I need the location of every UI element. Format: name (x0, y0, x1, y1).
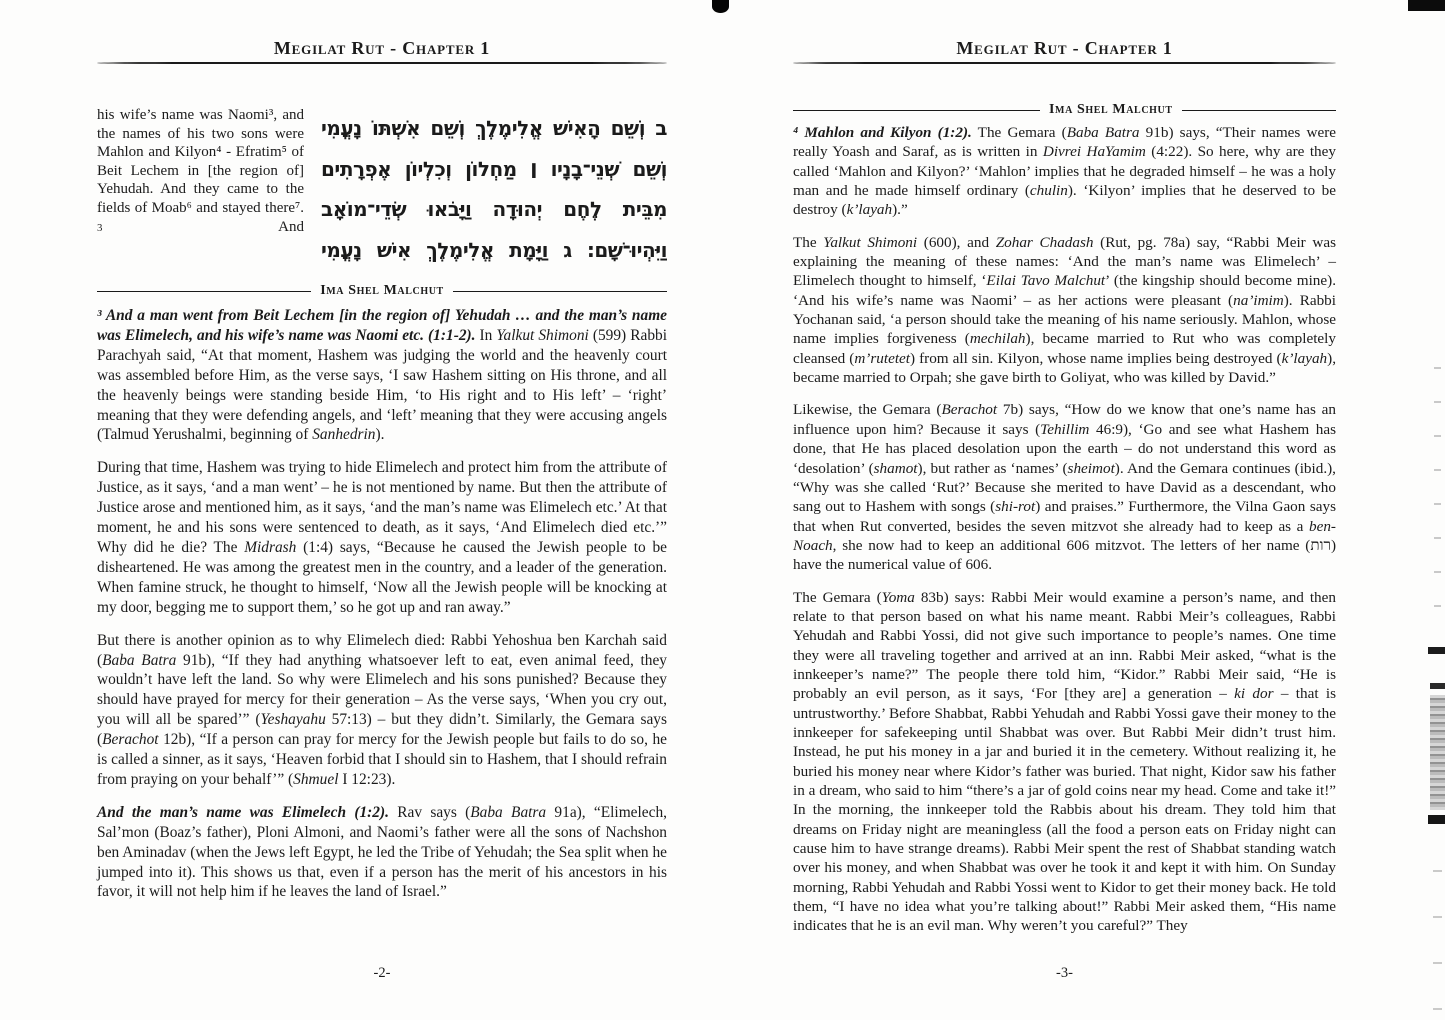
paragraph: During that time, Hashem was trying to hide Elimelech and protect him from the attribute of Justice, as it says, ‘and a man went’ – he is not mentioned by name. But then the attribute of Justice arose and mentioned him, as it says, ‘and the man’s name was Elimelech etc.’ At that moment, he and his sons were sentenced to death, as it says, ‘And Elimelech died etc.’” Why did he die? The Midrash (1:4) says, “Because he caused the Jewish people to be disheartened. He was among the greatest men in the country, and a leader of the generation. When famine struck, he thought to himself, ‘Now all the Jewish people will be knocking at my door, begging me to support them,’ so he got up and ran away.” (97, 459, 667, 616)
page-title: Megilat Rut - Chapter 1 (273, 38, 491, 58)
book-page-right (793, 38, 1336, 936)
scan-edge-texture (1430, 695, 1445, 810)
book-page-left (97, 38, 667, 902)
paragraph: The Gemara (Yoma 83b) says: Rabbi Meir would examine a person’s name, and then relate to that person based on what his name meant. Rabbi Meir’s colleagues, Rabbi Yehudah and Rabbi Yossi, did not give such importance to people’s names. One time they were all traveling together and arrived at an inn. Rabbi Meir asked, “what is the innkeeper’s name?” The people there told him, “Kidor.” Rabbi Meir said, “He is probably an evil person, as it says, ‘For [they are] a generation – ki dor – that is untrustworthy.’ Before Shabbat, Rabbi Yehudah and Rabbi Yossi gave their money to the innkeeper for safekeeping until Shabbat was over. But Rabbi Meir didn’t trust him. Instead, he put his money in a jar and buried it in the cemetery. Without realizing it, he buried his money near where Kidor’s father was buried. That night, Kidor saw his father in a dream, who said to him “there’s a jar of gold coins near my head. Come and take it!” In the morning, the innkeeper told the Rabbis about his dream. They told him that dreams on Friday night are meaningless (all the food a person eats on Friday night can cause him to have strange dreams). Rabbi Meir spent the rest of Shabbat standing watch over his money, and when Shabbat was over he took it and kept it with him. On Sunday morning, Rabbi Yehudah and Rabbi Yossi went to Kidor to get their money back. He told them, “I have no idea what you’re talking about!” Rabbi Meir asked them, “His name indicates that he is an evil man. Why weren’t you careful?” They (793, 588, 1337, 935)
scan-edge-marks (1433, 840, 1442, 1010)
paragraph: ⁴ Mahlon and Kilyon (1:2). The Gemara (Baba Batra 91b) says, “Their names were really Yoash and Saraf, as is written in Divrei HaYamim (4:22). So here, why are they called ‘Mahlon and Kilyon?’ ‘Mahlon’ implies that he degraded himself – he was a holy man and he made himself ordinary (chulin). ‘Kilyon’ implies that he deserved to be destroy (k’layah).” (793, 124, 1336, 219)
header-rule (793, 62, 1336, 64)
hebrew-line: וַיִּהְיוּ־שָׁם: ג וַיָּמָת אֱלִימֶלֶךְ אִישׁ נָעֳמִי (321, 237, 667, 262)
hebrew-line: וְשֵׁם שְׁנֵי־בָנָיו ׀ מַחְלוֹן וְכִלְיוֹן אֶפְרָתִים (321, 156, 667, 181)
divider-line (97, 291, 311, 292)
scan-edge-mark (1428, 647, 1445, 654)
section-label: Ima Shel Malchut (320, 283, 444, 298)
paragraph: The Yalkut Shimoni (600), and Zohar Chadash (Rut, pg. 78a) say, “Rabbi Meir was explaining the meaning of these names: ‘And the man’s name was Elimelech’ – Elimelech thought to himself, ‘Eilai Tavo Malchut’ (the kingship should become mine). ‘And his wife’s name was Naomi’ – as her actions were pleasant (na’imim). Rabbi Yochanan said, ‘a person should take the meaning of his name seriously. Mahlon, whose name implies forgiveness (mechilah), became married to Rut who was completely cleansed (m’rutetet) from all sin. Kilyon, whose name implies being destroyed (k’layah), became married to Orpah; she gave birth to Goliyat, who was killed by David.” (793, 233, 1336, 387)
scan-edge-mark (1428, 815, 1445, 824)
section-divider (97, 283, 667, 299)
section-label: Ima Shel Malchut (1049, 102, 1173, 117)
verse-intro-row (97, 106, 667, 270)
scan-binding-mark (712, 0, 729, 13)
page-number: -3- (1056, 965, 1073, 981)
scan-edge-mark (1430, 683, 1445, 689)
section-divider (793, 102, 1336, 118)
scan-edge-marks (1434, 345, 1441, 625)
paragraph: ³ And a man went from Beit Lechem [in the region of] Yehudah … and the man’s name was Elimelech, and his wife’s name was Naomi etc. (1:1-2). In Yalkut Shimoni (599) Rabbi Parachyah said, “At that moment, Hashem was judging the world and the heavenly court was assembled before Him, as the verse says, ‘I saw Hashem sitting on His throne, and all the heavenly beings were standing beside Him, ‘to His right and to His left’ – ‘right’ meaning that they were defending angels, and ‘left’ meaning that they were accusing angels (Talmud Yerushalmi, beginning of Sanhedrin). (97, 307, 667, 444)
hebrew-line: ב וְשֵׁם הָאִישׁ אֱלִימֶלֶךְ וְשֵׁם אִשְׁתּוֹ נָעֳמִי (321, 116, 667, 140)
page-number: -2- (373, 965, 391, 981)
scan-edge-bar (1408, 0, 1445, 11)
divider-line (793, 110, 1040, 111)
hebrew-verse-block (321, 106, 667, 270)
paragraph: Likewise, the Gemara (Berachot 7b) says, “How do we know that one’s name has an influence upon him? Because it says (Tehillim 46:9), ‘Go and see what Hashem has done, that He has placed desolation upon the earth – do not understand this word as ‘desolation’ (shamot), but rather as ‘names’ (sheimot). And the Gemara continues (ibid.), “Why was she called ‘Rut?’ Because she merited to have David as a descendant, who sang out to Hashem with songs (shi-rot) and praises.” Furthermore, the Vilna Gaon says that when Rut converted, besides the seven mitzvot she already had to keep as a ben-Noach, she now had to keep an additional 606 mitzvot. The letters of her name (רות) have the numerical value of 606. (793, 401, 1336, 574)
commentary-text (793, 123, 1336, 936)
english-translation: his wife’s name was Naomi³, and the names of his two sons were Mahlon and Kilyon⁴ - Efratim⁵ of Beit Lechem in [the region of] Yehudah. And they came to the fields of Moab⁶ and stayed there⁷. 3 And (97, 107, 304, 235)
divider-line (1182, 110, 1336, 111)
paragraph: But there is another opinion as to why Elimelech died: Rabbi Yehoshua ben Karchah said (Baba Batra 91b), “If they had anything whatsoever left to eat, even animal feed, they wouldn’t have left the land. So why were Elimelech and his sons punished? Because they should have prayed for mercy for their generation – As the verse says, ‘When you cry out, you will all be spared’” (Yeshayahu 57:13) – but they didn’t. Similarly, the Gemara says (Berachot 12b), “If a person can pray for mercy for the Jewish people but fails to do so, he is called a sinner, as it says, ‘Heaven forbid that I should sin to Hashem, that I should refrain from praying on your behalf’” (Shmuel I 12:23). (97, 631, 667, 788)
commentary-text (97, 306, 667, 902)
hebrew-line: מִבֵּית לֶחֶם יְהוּדָה וַיָּבֹאוּ שְׂדֵי־מוֹאָב (321, 197, 667, 221)
divider-line (453, 291, 667, 292)
page-title: Megilat Rut - Chapter 1 (956, 38, 1173, 58)
page-header (97, 38, 667, 64)
page-header (793, 38, 1336, 64)
paragraph: And the man’s name was Elimelech (1:2). Rav says (Baba Batra 91a), “Elimelech, Sal’mon (Boaz’s father), Ploni Almoni, and Naomi’s father were all the sons of Nachshon ben Aminadav (when the Jews left Egypt, he led the Tribe of Yehudah; the Sea split when he jumped into it). This shows us that, even if a person has the merit of his ancestors in his favor, it will not help him if he leaves the land of Israel.” (97, 803, 667, 901)
header-rule (97, 62, 667, 64)
